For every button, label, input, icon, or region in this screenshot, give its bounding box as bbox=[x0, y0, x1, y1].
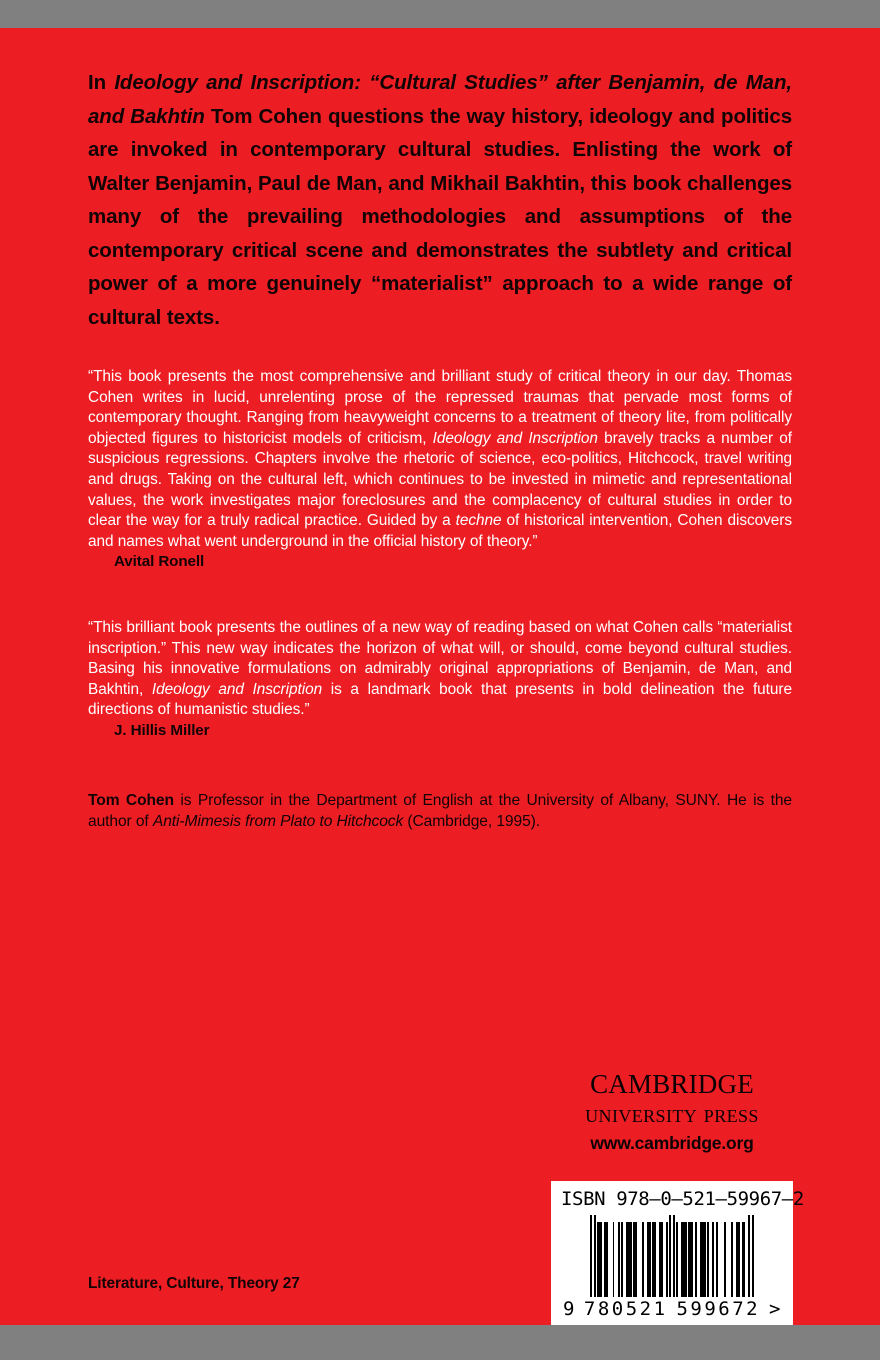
ean-check-digit: 9 bbox=[563, 1298, 575, 1320]
ean-group-left: 780521 bbox=[583, 1298, 668, 1320]
review-1-italic-techne: techne bbox=[455, 512, 502, 530]
ean13-digits bbox=[561, 1298, 783, 1320]
review-1-part-1: “This book presents the most comprehensive and brilliant study of critical theory in our day. Thomas Cohen writes in lucid, unrelenting prose of the repressed traumas that pervade most forms of contemporary thought. Ranging from heavyweight concerns to a treatment of theory lite, from politically objected figures to historicist models of criticism, bbox=[88, 368, 792, 447]
review-quote-1 bbox=[88, 367, 792, 552]
blurb-book-title: Ideology and Inscription: “Cultural Studies” after Benjamin, de Man, and Bakhtin bbox=[88, 71, 792, 128]
author-name: Tom Cohen bbox=[88, 791, 174, 809]
barcode-bars bbox=[561, 1215, 783, 1297]
review-2-part-2: is a landmark book that presents in bold delineation the future directions of humanistic studies.” bbox=[88, 680, 792, 719]
author-bio-part-1: is Professor in the Department of English at the University of Albany, SUNY. He is the author of bbox=[88, 791, 793, 830]
review-2-part-1: “This brilliant book presents the outlines of a new way of reading based on what Cohen calls “materialist inscription.” This new way indicates the horizon of what will, or should, come beyond cultural studies. Basing his innovative formulations on admirably original appropriations of Benjamin, de Man, and Bakhtin, bbox=[88, 618, 792, 698]
review-1-part-3: of historical intervention, Cohen discovers and names what went underground in the official history of theory.” bbox=[88, 512, 792, 550]
review-1-part-2: bravely tracks a number of suspicious regressions. Chapters involve the rhetoric of science, eco-politics, Hitchcock, travel writing and drugs. Taking on the cultural left, which continues to be invested in mimetic and representational values, the work investigates major foreclosures and the complacency of cultural studies in order to clear the way for a truly radical practice. Guided by a bbox=[88, 429, 792, 530]
blurb-lead-in: In bbox=[88, 71, 115, 94]
cover-content bbox=[88, 66, 792, 847]
series-title-line: Literature, Culture, Theory 27 bbox=[88, 1275, 300, 1292]
review-attribution-2: J. Hillis Miller bbox=[114, 721, 210, 739]
isbn-barcode-block bbox=[551, 1181, 804, 1325]
author-previous-book-title: Anti-Mimesis from Plato to Hitchcock bbox=[152, 812, 404, 830]
book-cover-red-panel bbox=[0, 28, 880, 1325]
publisher-website-url[interactable]: www.cambridge.org bbox=[590, 1133, 754, 1153]
review-1-italic-title: Ideology and Inscription bbox=[432, 429, 598, 447]
review-block-2 bbox=[88, 618, 792, 742]
publisher-name: cambridge bbox=[590, 1059, 754, 1102]
author-biography bbox=[88, 790, 792, 832]
publisher-subtitle: university press bbox=[585, 1101, 759, 1128]
ean-suffix-caret: > bbox=[769, 1298, 781, 1320]
review-quote-2 bbox=[88, 618, 792, 721]
review-attribution-1: Avital Ronell bbox=[114, 553, 205, 571]
blurb-body: Tom Cohen questions the way history, ideology and politics are invoked in contemporary cultural studies. Enlisting the work of Walter Benjamin, Paul de Man, and Mikhail Bakhtin, this book challenges many of the prevailing methodologies and assumptions of the contemporary critical scene and demonstrates the subtlety and critical power of a more genuinely “materialist” approach to a wide range of cultural texts. bbox=[88, 104, 792, 329]
ean-group-right: 599672 bbox=[676, 1298, 761, 1320]
review-2-italic-title: Ideology and Inscription bbox=[151, 680, 323, 698]
publisher-logo bbox=[551, 1060, 793, 1155]
book-description-blurb bbox=[88, 66, 792, 334]
isbn-number: ISBN 978–0–521–59967–2 bbox=[561, 1188, 804, 1210]
review-block-1 bbox=[88, 367, 792, 573]
reviews-section bbox=[88, 367, 792, 742]
author-bio-part-2: (Cambridge, 1995). bbox=[403, 812, 540, 830]
